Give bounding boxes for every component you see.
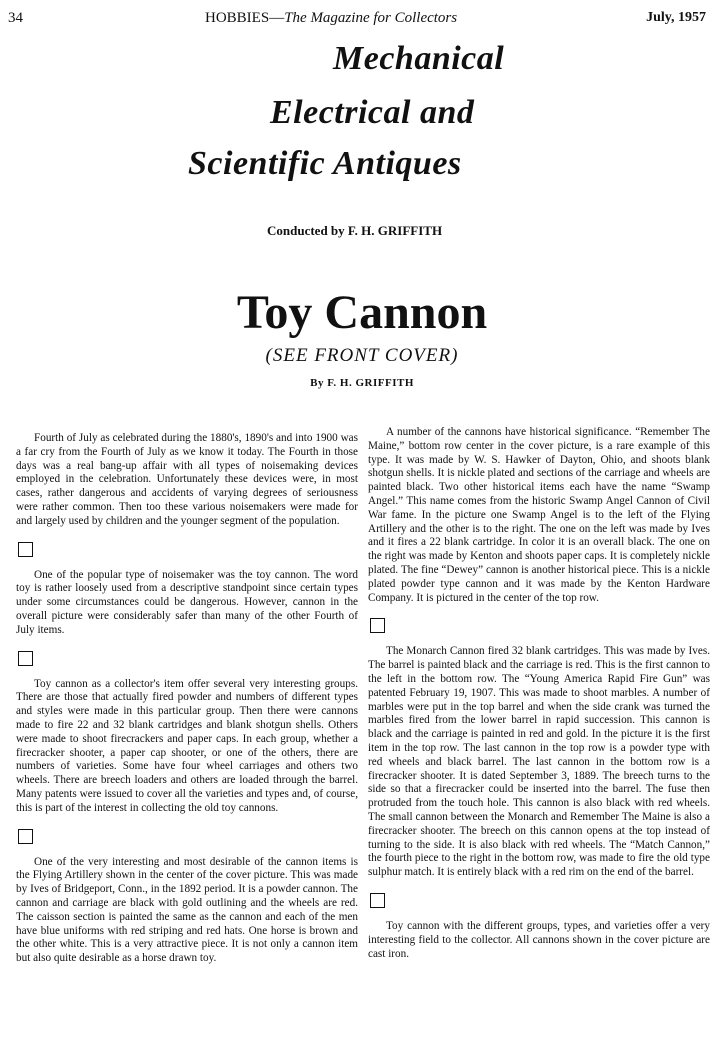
paragraph: The Monarch Cannon fired 32 blank cartridges. This was made by Ives. The barrel is painted black and the carriage is red. This is the first cannon to the left in the bottom row. The “Young America Rapid Fire Gun” was patented February 19, 1907. This was made to shoot marbles. A number of marbles were put in the top barrel and when the side crank was turned the marbles fired from the lower barrel in rapid succession. This cannon is black and the carriage is painted in red and gold. In the picture it is the first item in the top row. The last cannon in the top row is a powder type with red wheels and black barrel. The last cannon in the bottom row is a firecracker shooter. It is dated September 3, 1889. The breech turns to the side so that a firecracker could be inserted into the barrel. The fuse then protruded from the touch hole. This cannon is also black with red wheels. The small cannon between the Monarch and Remember The Maine is also a firecracker shooter. The breech on this cannon opens at the top instead of turning to the side. It is also black with red wheels. The “Match Cannon,” the fourth piece to the right in the bottom row, was made to fire the old type sulphur match. It is entirely black with a red rim on the end of the barrel. [368,645,710,879]
byline: By F. H. GRIFFITH [310,377,414,389]
section-title-line-1: Mechanical [333,40,505,77]
paragraph: Fourth of July as celebrated during the 1880's, 1890's and into 1900 was a far cry from the Fourth of July as we know it today. The Fourth in those days was a real bang-up affair with all types of noisemaking devices employed in the celebration. Unfortunately these devices were, in most cases, rather dangerous and accidents of varying degrees of seriousness were rather common. Then too these various noisemakers were made for and largely used by children and the younger segment of the population. [16,432,358,527]
magazine-subtitle: The Magazine for Collectors [284,10,458,26]
section-break-box [18,651,33,666]
section-break-box [370,618,385,633]
column-left [16,432,358,966]
conducted-by: Conducted by F. H. GRIFFITH [267,223,443,238]
section-break-box [18,829,33,844]
section-title-line-3: Scientific Antiques [188,145,462,182]
magazine-title: HOBBIES [205,10,270,26]
paragraph: Toy cannon as a collector's item offer several very interesting groups. There are those that actually fired powder and numbers of different types and styles were made in this particular group. Then there were cannons made to fire 22 and 32 blank cartridges and blank shotgun shells. Others were made to shoot firecrackers and paper caps. In each group, whether a firecracker shooter, a paper cap shooter, or one of the others, there are numbers of varieties. Some have four wheel carriages and others two wheels. There are breech loaders and others are loaded through the barrel. Many patents were issued to cover all the varieties and types and, of course, this is part of the interest in collecting the old toy cannons. [16,677,358,814]
running-header [0,6,724,28]
section-break-box [18,542,33,557]
paragraph: A number of the cannons have historical significance. “Remember The Maine,” bottom row center in the cover picture, is a rare example of this type. It was made by W. S. Hawker of Dayton, Ohio, and shoots blank shotgun shells. It is nickle plated and sections of the carriage and wheels are painted black. Two other historical items each have the name “Swamp Angel.” This name comes from the historic Swamp Angel Cannon of Civil War fame. In the picture one Swamp Angel is to the left of the Flying Artillery and the other is to the right. The one on the left was made by Ives and it fires a 22 blank cartridge. In color it is an overall black. The one on the right was made by Kenton and shoots paper caps. It is completely nickle plated. The fine “Dewey” cannon is another historical piece. This is a nickle plated powder type cannon and it was made by the Kenton Hardware Company. It is pictured in the center of the top row. [368,426,710,604]
section-title-line-2: Electrical and [270,94,475,131]
issue-date: July, 1957 [646,10,706,25]
paragraph: Toy cannon with the different groups, types, and varieties offer a very interesting field to the collector. All cannons shown in the cover picture are cast iron. [368,919,710,960]
magazine-name: HOBBIES—The Magazine for Collectors [205,10,458,26]
paragraph: One of the popular type of noisemaker was the toy cannon. The word toy is rather loosely used from a descriptive standpoint since certain types under some circumstances could be dangerous. However, cannon in the overall picture were considerably safer than many of the other Fourth of July items. [16,568,358,636]
page-number: 34 [8,10,23,26]
paragraph: One of the very interesting and most desirable of the cannon items is the Flying Artillery shown in the center of the cover picture. This was made by Ives of Bridgeport, Conn., in the 1892 period. It is a powder cannon. The cannon and carriage are black with gold outlining and the wheels are red. The caisson section is painted the same as the cannon and each of the men have blue uniforms with red striping and red hats. One horse is brown and the other white. This is a very attractive piece. It is not only a cannon item but also quite desirable as a horse drawn toy. [16,855,358,965]
section-break-box [370,893,385,908]
column-right [368,426,710,961]
article-title: Toy Cannon [236,286,488,339]
see-front-cover: (SEE FRONT COVER) [265,345,459,366]
